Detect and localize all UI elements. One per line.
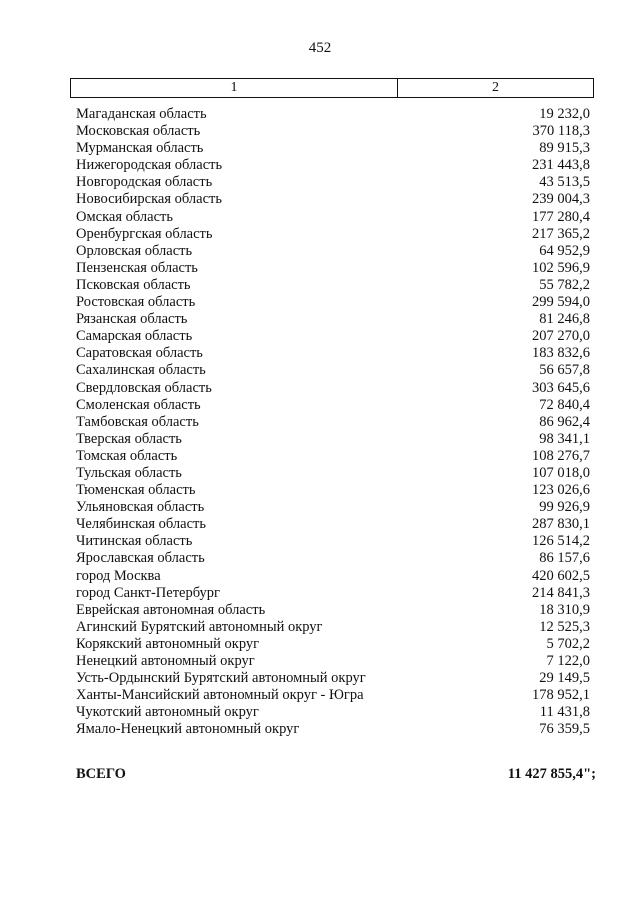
table-row bbox=[76, 568, 590, 585]
region-value: 86 962,4 bbox=[539, 413, 590, 430]
region-name: Томская область bbox=[76, 447, 178, 464]
region-name: Московская область bbox=[76, 123, 201, 140]
table-row bbox=[76, 431, 590, 448]
region-value: 5 702,2 bbox=[546, 635, 590, 652]
total-label: ВСЕГО bbox=[76, 766, 126, 782]
table-row bbox=[76, 397, 590, 414]
table-row bbox=[76, 226, 590, 243]
region-value: 177 280,4 bbox=[532, 208, 590, 225]
table-row bbox=[76, 448, 590, 465]
region-value: 98 341,1 bbox=[539, 430, 590, 447]
region-name: Ненецкий автономный округ bbox=[76, 653, 255, 669]
region-name: Нижегородская область bbox=[76, 157, 223, 174]
region-name: Тамбовская область bbox=[76, 413, 199, 430]
region-name: Новосибирская область bbox=[76, 191, 222, 208]
region-value: 29 149,5 bbox=[539, 670, 590, 687]
region-value: 107 018,0 bbox=[532, 464, 590, 481]
table-row bbox=[76, 619, 590, 636]
region-name: Агинский Бурятский автономный округ bbox=[76, 618, 323, 635]
table-row bbox=[76, 585, 590, 602]
region-name: Рязанская область bbox=[76, 311, 188, 328]
region-value: 99 926,9 bbox=[539, 499, 590, 516]
region-name: Свердловская область bbox=[76, 379, 212, 396]
table-row bbox=[76, 157, 590, 174]
table-row bbox=[76, 243, 590, 260]
table-row bbox=[76, 345, 590, 362]
region-value: 76 359,5 bbox=[539, 721, 590, 738]
table-row bbox=[76, 191, 590, 208]
region-value: 287 830,1 bbox=[532, 516, 590, 533]
region-value: 303 645,6 bbox=[532, 379, 590, 396]
column-header-1: 1 bbox=[71, 79, 398, 97]
region-name: Челябинская область bbox=[76, 516, 206, 533]
region-name: Ямало-Ненецкий автономный округ bbox=[76, 721, 300, 738]
region-name: Самарская область bbox=[76, 328, 193, 345]
region-value: 19 232,0 bbox=[539, 106, 590, 122]
region-value: 81 246,8 bbox=[539, 311, 590, 328]
table-row bbox=[76, 636, 590, 653]
table-row bbox=[76, 602, 590, 619]
region-value: 55 782,2 bbox=[539, 276, 590, 293]
region-value: 56 657,8 bbox=[539, 362, 590, 379]
region-name: Пензенская область bbox=[76, 259, 198, 276]
region-name: Омская область bbox=[76, 208, 173, 225]
region-value: 7 122,0 bbox=[546, 653, 590, 669]
table-row bbox=[76, 311, 590, 328]
table-row bbox=[76, 670, 590, 687]
table-row bbox=[76, 294, 590, 311]
region-value: 126 514,2 bbox=[532, 533, 590, 550]
region-value: 183 832,6 bbox=[532, 345, 590, 362]
region-name: Саратовская область bbox=[76, 345, 203, 362]
region-value: 86 157,6 bbox=[539, 550, 590, 567]
region-value: 231 443,8 bbox=[532, 157, 590, 174]
region-value: 64 952,9 bbox=[539, 242, 590, 259]
page-number: 452 bbox=[308, 40, 332, 56]
table-row bbox=[76, 465, 590, 482]
table-row bbox=[76, 550, 590, 567]
region-value: 214 841,3 bbox=[532, 584, 590, 601]
region-name: Ярославская область bbox=[76, 550, 205, 567]
total-value: 11 427 855,4"; bbox=[507, 766, 596, 782]
region-name: Читинская область bbox=[76, 533, 193, 550]
region-value: 370 118,3 bbox=[532, 123, 590, 140]
region-name: Усть-Ордынский Бурятский автономный округ bbox=[76, 670, 366, 687]
table-row bbox=[76, 704, 590, 721]
table-row bbox=[76, 328, 590, 345]
region-name: Еврейская автономная область bbox=[76, 601, 266, 618]
region-value: 43 513,5 bbox=[539, 174, 590, 191]
region-value: 89 915,3 bbox=[539, 140, 590, 157]
table-row bbox=[76, 174, 590, 191]
table-row bbox=[76, 687, 590, 704]
region-name: Тульская область bbox=[76, 464, 182, 481]
region-name: Мурманская область bbox=[76, 140, 204, 157]
table-row bbox=[76, 140, 590, 157]
region-value: 420 602,5 bbox=[532, 567, 590, 584]
region-name: Магаданская область bbox=[76, 106, 207, 122]
table-row bbox=[76, 516, 590, 533]
table-row bbox=[76, 721, 590, 738]
table-body bbox=[76, 106, 590, 738]
region-value: 12 525,3 bbox=[539, 618, 590, 635]
region-value: 108 276,7 bbox=[532, 447, 590, 464]
table-row bbox=[76, 277, 590, 294]
table-row bbox=[76, 482, 590, 499]
region-name: Тверская область bbox=[76, 430, 182, 447]
table-row bbox=[76, 533, 590, 550]
table-row bbox=[76, 414, 590, 431]
region-name: Ханты-Мансийский автономный округ - Югра bbox=[76, 687, 364, 704]
region-value: 178 952,1 bbox=[532, 687, 590, 704]
region-value: 11 431,8 bbox=[539, 704, 590, 721]
table-row bbox=[76, 123, 590, 140]
table-column-header bbox=[70, 78, 594, 98]
region-value: 18 310,9 bbox=[539, 601, 590, 618]
region-value: 102 596,9 bbox=[532, 259, 590, 276]
region-name: Ростовская область bbox=[76, 294, 196, 311]
region-name: город Москва bbox=[76, 567, 161, 584]
region-value: 207 270,0 bbox=[532, 328, 590, 345]
column-header-2: 2 bbox=[492, 80, 499, 95]
region-name: Новгородская область bbox=[76, 174, 213, 191]
table-row bbox=[76, 362, 590, 379]
region-name: Орловская область bbox=[76, 242, 193, 259]
table-row bbox=[76, 260, 590, 277]
region-name: город Санкт-Петербург bbox=[76, 584, 221, 601]
total-row bbox=[76, 766, 596, 783]
region-name: Корякский автономный округ bbox=[76, 635, 260, 652]
table-row bbox=[76, 209, 590, 226]
region-name: Псковская область bbox=[76, 276, 191, 293]
table-row bbox=[76, 380, 590, 397]
region-name: Ульяновская область bbox=[76, 499, 205, 516]
region-name: Сахалинская область bbox=[76, 362, 206, 379]
region-value: 239 004,3 bbox=[532, 191, 590, 208]
region-name: Чукотский автономный округ bbox=[76, 704, 259, 721]
table-row bbox=[76, 106, 590, 123]
region-name: Тюменская область bbox=[76, 482, 196, 499]
region-name: Оренбургская область bbox=[76, 225, 213, 242]
region-value: 299 594,0 bbox=[532, 294, 590, 311]
region-value: 217 365,2 bbox=[532, 225, 590, 242]
region-value: 123 026,6 bbox=[532, 482, 590, 499]
table-row bbox=[76, 653, 590, 670]
region-value: 72 840,4 bbox=[539, 396, 590, 413]
table-row bbox=[76, 499, 590, 516]
region-name: Смоленская область bbox=[76, 396, 201, 413]
